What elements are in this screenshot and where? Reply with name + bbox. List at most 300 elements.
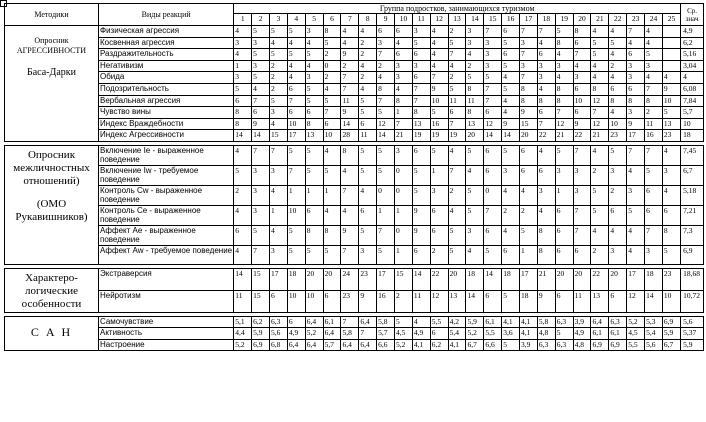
header-average[interactable]: Ср. знач (681, 4, 704, 26)
value-cell[interactable]: 6 (287, 83, 305, 95)
value-cell[interactable]: 5 (234, 165, 252, 185)
value-cell[interactable]: 6 (537, 165, 555, 185)
value-cell[interactable]: 3 (252, 60, 270, 72)
value-cell[interactable]: 3 (395, 145, 413, 165)
header-number[interactable]: 13 (448, 14, 466, 26)
value-cell[interactable]: 5 (645, 49, 663, 61)
value-cell[interactable]: 3 (234, 72, 252, 84)
value-cell[interactable]: 11 (359, 130, 377, 142)
method-line[interactable]: Баса-Дарки (27, 67, 76, 78)
value-cell[interactable]: 5 (502, 291, 520, 313)
value-cell[interactable]: 2 (359, 49, 377, 61)
method-line[interactable]: Рукавишников) (15, 210, 88, 223)
value-cell[interactable]: 7 (395, 118, 413, 130)
method-cell-aggr[interactable] (5, 26, 99, 142)
value-cell[interactable]: 7 (591, 107, 609, 119)
value-cell[interactable]: 2 (430, 245, 448, 264)
value-cell[interactable]: 7 (537, 118, 555, 130)
value-cell[interactable]: 3,9 (573, 317, 591, 328)
value-cell[interactable]: 2 (359, 37, 377, 49)
value-cell[interactable]: 17 (520, 269, 538, 291)
reaction-label[interactable]: Включение Iw - требуемое поведение (98, 165, 233, 185)
value-cell[interactable]: 9 (627, 118, 645, 130)
value-cell[interactable]: 3 (466, 37, 484, 49)
value-cell[interactable]: 2 (323, 72, 341, 84)
value-cell[interactable]: 5 (484, 72, 502, 84)
value-cell[interactable]: 6,9 (609, 339, 627, 350)
value-cell[interactable]: 6 (234, 95, 252, 107)
value-cell[interactable]: 6,1 (609, 328, 627, 339)
average-cell[interactable]: 7,3 (681, 225, 704, 245)
reaction-label[interactable]: Индекс Враждебности (98, 118, 233, 130)
value-cell[interactable]: 6 (305, 107, 323, 119)
value-cell[interactable]: 4 (234, 49, 252, 61)
value-cell[interactable]: 4 (662, 145, 680, 165)
value-cell[interactable]: 7 (484, 83, 502, 95)
value-cell[interactable]: 6 (537, 107, 555, 119)
value-cell[interactable]: 6 (484, 291, 502, 313)
value-cell[interactable]: 6 (395, 49, 413, 61)
value-cell[interactable]: 23 (662, 269, 680, 291)
average-cell[interactable]: 5,37 (681, 328, 704, 339)
value-cell[interactable]: 5 (609, 37, 627, 49)
value-cell[interactable]: 4 (502, 72, 520, 84)
value-cell[interactable]: 8 (323, 225, 341, 245)
reaction-label[interactable]: Раздражительность (98, 49, 233, 61)
value-cell[interactable]: 5,1 (234, 317, 252, 328)
value-cell[interactable]: 12 (484, 118, 502, 130)
value-cell[interactable]: 7 (412, 83, 430, 95)
value-cell[interactable]: 5 (412, 185, 430, 205)
value-cell[interactable]: 6,3 (555, 317, 573, 328)
value-cell[interactable]: 3 (270, 245, 288, 264)
value-cell[interactable]: 14 (466, 291, 484, 313)
value-cell[interactable]: 6 (430, 205, 448, 225)
value-cell[interactable]: 3 (252, 205, 270, 225)
value-cell[interactable]: 5 (430, 145, 448, 165)
value-cell[interactable]: 5 (359, 165, 377, 185)
value-cell[interactable]: 9 (412, 205, 430, 225)
method-line[interactable]: межличностных (13, 161, 90, 174)
value-cell[interactable]: 3 (466, 26, 484, 38)
header-number[interactable]: 17 (520, 14, 538, 26)
value-cell[interactable]: 4 (270, 185, 288, 205)
value-cell[interactable]: 1 (395, 107, 413, 119)
value-cell[interactable]: 2 (341, 60, 359, 72)
method-line[interactable]: особенности (21, 298, 82, 311)
reaction-label[interactable]: Нейротизм (98, 291, 233, 313)
value-cell[interactable] (662, 60, 680, 72)
value-cell[interactable]: 5 (395, 317, 413, 328)
value-cell[interactable]: 8 (555, 37, 573, 49)
value-cell[interactable]: 5,5 (430, 317, 448, 328)
value-cell[interactable]: 9 (662, 83, 680, 95)
value-cell[interactable]: 3 (645, 60, 663, 72)
value-cell[interactable]: 4 (234, 145, 252, 165)
header-methods[interactable]: Методики (5, 4, 99, 26)
value-cell[interactable]: 6 (234, 225, 252, 245)
value-cell[interactable]: 7 (448, 165, 466, 185)
value-cell[interactable]: 21 (555, 130, 573, 142)
value-cell[interactable]: 4,1 (520, 328, 538, 339)
value-cell[interactable]: 9 (502, 118, 520, 130)
value-cell[interactable]: 8 (662, 225, 680, 245)
header-number[interactable]: 22 (609, 14, 627, 26)
value-cell[interactable]: 13 (466, 118, 484, 130)
value-cell[interactable]: 13 (591, 291, 609, 313)
value-cell[interactable]: 3 (252, 185, 270, 205)
value-cell[interactable]: 3,6 (502, 328, 520, 339)
value-cell[interactable]: 2 (359, 72, 377, 84)
value-cell[interactable]: 4 (252, 83, 270, 95)
value-cell[interactable]: 5,2 (395, 339, 413, 350)
value-cell[interactable]: 5 (555, 145, 573, 165)
value-cell[interactable]: 7 (520, 26, 538, 38)
value-cell[interactable]: 3 (555, 165, 573, 185)
value-cell[interactable]: 18 (466, 269, 484, 291)
value-cell[interactable]: 6 (287, 107, 305, 119)
value-cell[interactable]: 6 (359, 205, 377, 225)
average-cell[interactable]: 7,84 (681, 95, 704, 107)
header-number[interactable]: 3 (270, 14, 288, 26)
value-cell[interactable]: 5,5 (627, 339, 645, 350)
reaction-label[interactable]: Активность (98, 328, 233, 339)
header-number[interactable]: 16 (502, 14, 520, 26)
value-cell[interactable]: 21 (537, 269, 555, 291)
value-cell[interactable]: 5 (287, 49, 305, 61)
value-cell[interactable]: 3 (645, 245, 663, 264)
value-cell[interactable]: 1 (287, 185, 305, 205)
value-cell[interactable]: 4 (287, 37, 305, 49)
value-cell[interactable]: 0 (395, 165, 413, 185)
value-cell[interactable]: 5 (502, 145, 520, 165)
value-cell[interactable]: 1 (555, 185, 573, 205)
header-number[interactable]: 8 (359, 14, 377, 26)
value-cell[interactable]: 14 (377, 130, 395, 142)
reaction-label[interactable]: Физическая агрессия (98, 26, 233, 38)
value-cell[interactable]: 23 (609, 130, 627, 142)
value-cell[interactable]: 5 (287, 26, 305, 38)
average-cell[interactable]: 5,18 (681, 185, 704, 205)
value-cell[interactable]: 8 (645, 95, 663, 107)
value-cell[interactable]: 5 (555, 328, 573, 339)
value-cell[interactable]: 7 (484, 205, 502, 225)
header-number[interactable]: 23 (627, 14, 645, 26)
reaction-label[interactable]: Индекс Агрессивности (98, 130, 233, 142)
value-cell[interactable]: 6,3 (270, 317, 288, 328)
value-cell[interactable]: 3 (520, 37, 538, 49)
value-cell[interactable]: 4,5 (395, 328, 413, 339)
value-cell[interactable]: 5,9 (252, 328, 270, 339)
value-cell[interactable]: 5 (359, 145, 377, 165)
value-cell[interactable]: 5 (287, 225, 305, 245)
reaction-label[interactable]: Обида (98, 72, 233, 84)
value-cell[interactable]: 9 (252, 118, 270, 130)
value-cell[interactable]: 6,4 (341, 339, 359, 350)
value-cell[interactable]: 2 (645, 107, 663, 119)
value-cell[interactable]: 5 (359, 95, 377, 107)
value-cell[interactable]: 3 (252, 37, 270, 49)
value-cell[interactable]: 7 (573, 225, 591, 245)
value-cell[interactable]: 20 (448, 269, 466, 291)
value-cell[interactable]: 3 (412, 60, 430, 72)
value-cell[interactable]: 5,6 (270, 328, 288, 339)
value-cell[interactable]: 15 (252, 269, 270, 291)
value-cell[interactable]: 5 (270, 49, 288, 61)
value-cell[interactable]: 18 (502, 269, 520, 291)
value-cell[interactable]: 5 (252, 72, 270, 84)
reaction-label[interactable]: Контроль Cw - выраженное поведение (98, 185, 233, 205)
value-cell[interactable]: 4 (305, 60, 323, 72)
value-cell[interactable]: 10 (662, 95, 680, 107)
value-cell[interactable]: 5 (305, 245, 323, 264)
value-cell[interactable]: 6 (359, 118, 377, 130)
value-cell[interactable]: 5 (448, 225, 466, 245)
value-cell[interactable]: 5,2 (305, 328, 323, 339)
header-number[interactable]: 6 (323, 14, 341, 26)
value-cell[interactable]: 8 (341, 145, 359, 165)
value-cell[interactable]: 2 (448, 185, 466, 205)
value-cell[interactable]: 5 (502, 37, 520, 49)
value-cell[interactable]: 17 (287, 130, 305, 142)
value-cell[interactable]: 5 (323, 37, 341, 49)
value-cell[interactable]: 2 (466, 60, 484, 72)
header-number[interactable]: 18 (537, 14, 555, 26)
value-cell[interactable]: 7 (573, 145, 591, 165)
average-cell[interactable]: 5,7 (681, 107, 704, 119)
method-cell-san[interactable] (5, 317, 99, 351)
value-cell[interactable]: 5 (412, 165, 430, 185)
reaction-label[interactable]: Контроль Ce - выраженное поведение (98, 205, 233, 225)
value-cell[interactable]: 5 (377, 145, 395, 165)
value-cell[interactable]: 17 (377, 269, 395, 291)
value-cell[interactable]: 4 (359, 83, 377, 95)
header-number[interactable]: 15 (484, 14, 502, 26)
value-cell[interactable]: 8 (412, 107, 430, 119)
value-cell[interactable]: 11 (466, 95, 484, 107)
header-number[interactable]: 25 (662, 14, 680, 26)
value-cell[interactable]: 2 (520, 205, 538, 225)
value-cell[interactable]: 4,4 (234, 328, 252, 339)
value-cell[interactable]: 6 (609, 205, 627, 225)
value-cell[interactable]: 4 (627, 165, 645, 185)
value-cell[interactable]: 11 (341, 95, 359, 107)
value-cell[interactable]: 3 (555, 60, 573, 72)
average-cell[interactable]: 5,9 (681, 339, 704, 350)
average-cell[interactable]: 5,16 (681, 49, 704, 61)
method-line[interactable]: Опросник (27, 148, 76, 161)
value-cell[interactable]: 5 (305, 83, 323, 95)
value-cell[interactable]: 4,1 (502, 317, 520, 328)
header-number[interactable]: 10 (395, 14, 413, 26)
value-cell[interactable]: 11 (645, 118, 663, 130)
value-cell[interactable]: 17 (627, 269, 645, 291)
value-cell[interactable]: 3 (412, 26, 430, 38)
value-cell[interactable]: 8 (305, 225, 323, 245)
value-cell[interactable]: 8 (305, 118, 323, 130)
value-cell[interactable]: 3 (395, 72, 413, 84)
value-cell[interactable]: 14 (234, 269, 252, 291)
value-cell[interactable]: 5 (555, 26, 573, 38)
value-cell[interactable]: 14 (234, 130, 252, 142)
value-cell[interactable]: 7 (252, 245, 270, 264)
value-cell[interactable]: 24 (341, 269, 359, 291)
value-cell[interactable]: 7 (341, 317, 359, 328)
value-cell[interactable]: 4,8 (537, 328, 555, 339)
value-cell[interactable]: 6 (502, 245, 520, 264)
value-cell[interactable]: 3 (484, 49, 502, 61)
value-cell[interactable]: 7 (555, 107, 573, 119)
value-cell[interactable]: 4 (609, 49, 627, 61)
average-cell[interactable]: 6,08 (681, 83, 704, 95)
value-cell[interactable]: 7 (323, 107, 341, 119)
value-cell[interactable]: 4 (537, 37, 555, 49)
value-cell[interactable]: 5 (305, 145, 323, 165)
value-cell[interactable]: 5,8 (377, 317, 395, 328)
value-cell[interactable]: 4,1 (448, 339, 466, 350)
value-cell[interactable]: 5 (305, 95, 323, 107)
value-cell[interactable]: 3 (573, 72, 591, 84)
value-cell[interactable]: 5,7 (323, 339, 341, 350)
average-cell[interactable]: 18,68 (681, 269, 704, 291)
header-number[interactable]: 20 (573, 14, 591, 26)
value-cell[interactable]: 6 (662, 205, 680, 225)
value-cell[interactable]: 4 (502, 185, 520, 205)
value-cell[interactable]: 0 (395, 225, 413, 245)
value-cell[interactable]: 4 (591, 72, 609, 84)
value-cell[interactable]: 8 (323, 26, 341, 38)
average-cell[interactable]: 6,9 (681, 245, 704, 264)
value-cell[interactable]: 4 (502, 107, 520, 119)
value-cell[interactable]: 5 (448, 83, 466, 95)
value-cell[interactable]: 3 (662, 165, 680, 185)
value-cell[interactable]: 2 (448, 26, 466, 38)
value-cell[interactable]: 19 (448, 130, 466, 142)
value-cell[interactable]: 6,4 (323, 328, 341, 339)
value-cell[interactable]: 6 (537, 49, 555, 61)
value-cell[interactable]: 6 (555, 291, 573, 313)
value-cell[interactable]: 8 (234, 107, 252, 119)
value-cell[interactable]: 4 (323, 145, 341, 165)
value-cell[interactable]: 3 (305, 72, 323, 84)
value-cell[interactable]: 0 (377, 185, 395, 205)
value-cell[interactable]: 2 (395, 291, 413, 313)
value-cell[interactable]: 5,8 (537, 317, 555, 328)
value-cell[interactable]: 14 (484, 269, 502, 291)
value-cell[interactable]: 5 (609, 145, 627, 165)
value-cell[interactable]: 15 (270, 130, 288, 142)
reaction-label[interactable]: Аффект Ae - выраженное поведение (98, 225, 233, 245)
value-cell[interactable]: 7 (287, 165, 305, 185)
value-cell[interactable]: 5 (252, 225, 270, 245)
value-cell[interactable]: 15 (252, 291, 270, 313)
value-cell[interactable]: 5,9 (662, 328, 680, 339)
value-cell[interactable]: 5,6 (645, 339, 663, 350)
header-number[interactable]: 21 (591, 14, 609, 26)
reaction-label[interactable]: Косвенная агрессия (98, 37, 233, 49)
value-cell[interactable]: 3 (359, 245, 377, 264)
value-cell[interactable]: 7 (270, 145, 288, 165)
value-cell[interactable]: 6 (520, 145, 538, 165)
value-cell[interactable]: 7 (484, 26, 502, 38)
value-cell[interactable]: 20 (305, 269, 323, 291)
value-cell[interactable]: 2 (323, 49, 341, 61)
value-cell[interactable]: 4 (502, 95, 520, 107)
value-cell[interactable]: 14 (502, 130, 520, 142)
value-cell[interactable]: 0 (484, 185, 502, 205)
value-cell[interactable]: 5,7 (377, 328, 395, 339)
value-cell[interactable]: 6 (484, 107, 502, 119)
value-cell[interactable]: 5 (305, 165, 323, 185)
value-cell[interactable]: 13 (448, 291, 466, 313)
value-cell[interactable]: 18 (645, 269, 663, 291)
value-cell[interactable]: 5 (662, 245, 680, 264)
value-cell[interactable]: 1 (270, 205, 288, 225)
value-cell[interactable]: 6 (555, 245, 573, 264)
value-cell[interactable]: 6 (520, 165, 538, 185)
value-cell[interactable]: 4 (645, 26, 663, 38)
reaction-label[interactable]: Подозрительность (98, 83, 233, 95)
average-cell[interactable]: 6,2 (681, 37, 704, 49)
value-cell[interactable]: 10 (573, 95, 591, 107)
value-cell[interactable]: 1 (395, 245, 413, 264)
value-cell[interactable]: 6 (448, 107, 466, 119)
value-cell[interactable]: 5,2 (466, 328, 484, 339)
value-cell[interactable]: 2 (591, 245, 609, 264)
value-cell[interactable]: 4 (234, 205, 252, 225)
value-cell[interactable]: 5 (323, 95, 341, 107)
value-cell[interactable]: 5 (448, 245, 466, 264)
value-cell[interactable]: 6 (484, 145, 502, 165)
average-cell[interactable]: 18 (681, 130, 704, 142)
method-line[interactable]: Характеро- (25, 272, 78, 285)
value-cell[interactable]: 12 (377, 118, 395, 130)
value-cell[interactable]: 5 (448, 37, 466, 49)
value-cell[interactable]: 5 (591, 49, 609, 61)
value-cell[interactable]: 8 (537, 95, 555, 107)
value-cell[interactable]: 5 (270, 26, 288, 38)
value-cell[interactable]: 4 (466, 165, 484, 185)
value-cell[interactable]: 6 (502, 49, 520, 61)
value-cell[interactable]: 19 (412, 130, 430, 142)
value-cell[interactable]: 7 (627, 26, 645, 38)
value-cell[interactable]: 4 (287, 72, 305, 84)
value-cell[interactable]: 3 (609, 165, 627, 185)
value-cell[interactable]: 3 (627, 72, 645, 84)
value-cell[interactable]: 14 (484, 130, 502, 142)
value-cell[interactable]: 9 (573, 118, 591, 130)
value-cell[interactable]: 7 (627, 145, 645, 165)
value-cell[interactable]: 8 (591, 83, 609, 95)
value-cell[interactable]: 4 (662, 72, 680, 84)
value-cell[interactable]: 6,3 (555, 339, 573, 350)
reaction-label[interactable]: Негативизм (98, 60, 233, 72)
value-cell[interactable]: 6 (484, 165, 502, 185)
value-cell[interactable]: 5,4 (448, 328, 466, 339)
value-cell[interactable]: 20 (555, 269, 573, 291)
value-cell[interactable]: 2 (609, 60, 627, 72)
value-cell[interactable]: 4 (520, 185, 538, 205)
header-reaction-types[interactable]: Виды реакций (98, 4, 233, 26)
value-cell[interactable]: 4 (591, 225, 609, 245)
value-cell[interactable]: 6,4 (305, 317, 323, 328)
value-cell[interactable]: 22 (537, 130, 555, 142)
reaction-label[interactable]: Включение Ie - выраженное поведение (98, 145, 233, 165)
value-cell[interactable]: 4 (341, 37, 359, 49)
value-cell[interactable]: 2 (234, 185, 252, 205)
value-cell[interactable]: 9 (430, 83, 448, 95)
value-cell[interactable]: 8 (537, 225, 555, 245)
